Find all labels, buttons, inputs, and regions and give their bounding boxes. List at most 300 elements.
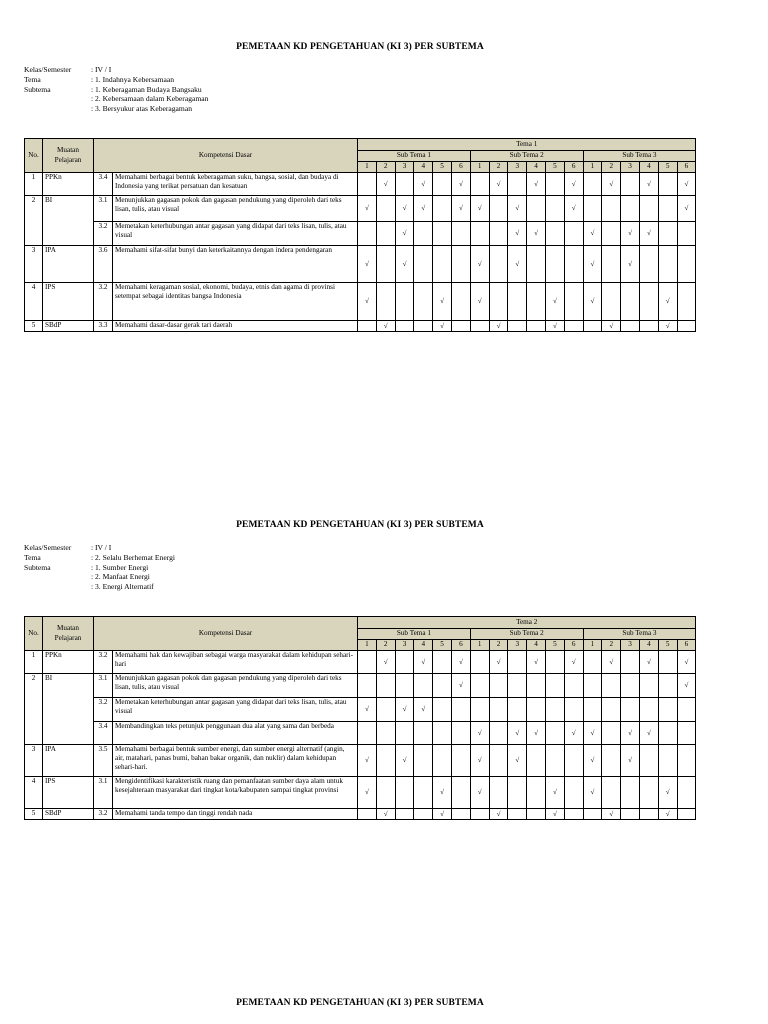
check-mark: √ — [552, 297, 557, 305]
pembelajaran-cell — [433, 698, 452, 722]
pembelajaran-cell — [452, 321, 471, 332]
pembelajaran-cell — [433, 651, 452, 674]
header-subtema: Sub Tema 2 — [470, 151, 583, 162]
pembelajaran-cell — [489, 722, 508, 745]
pembelajaran-cell — [414, 745, 433, 777]
header-day: 1 — [470, 162, 489, 173]
pembelajaran-cell — [433, 745, 452, 777]
pembelajaran-cell — [677, 674, 696, 698]
pembelajaran-cell — [527, 196, 546, 222]
pembelajaran-cell — [489, 651, 508, 674]
pembelajaran-cell — [621, 722, 640, 745]
check-mark: √ — [628, 756, 632, 764]
pembelajaran-cell — [452, 777, 471, 809]
table-row — [25, 196, 696, 222]
check-mark: √ — [628, 728, 632, 737]
pembelajaran-cell — [527, 283, 546, 321]
pembelajaran-cell — [376, 698, 395, 722]
check-mark: √ — [534, 229, 538, 237]
pembelajaran-cell — [376, 722, 395, 745]
pembelajaran-cell — [545, 651, 564, 674]
pembelajaran-cell — [527, 651, 546, 674]
muatan-pelajaran: IPA — [43, 246, 94, 283]
pembelajaran-cell — [452, 173, 471, 196]
info-row: : 3. Bersyukur atas Keberagaman — [91, 104, 193, 114]
muatan-pelajaran: PPKn — [43, 651, 94, 674]
table-row — [25, 321, 696, 332]
header-muatan-pelajaran: Muatan Pelajaran — [43, 617, 94, 651]
pembelajaran-cell — [527, 698, 546, 722]
kd-number: 3.1 — [94, 777, 113, 809]
row-number: 3 — [25, 745, 43, 777]
pembelajaran-cell — [358, 173, 377, 196]
pembelajaran-cell — [564, 651, 583, 674]
pembelajaran-cell — [527, 745, 546, 777]
pembelajaran-cell — [639, 698, 658, 722]
check-mark: √ — [440, 297, 445, 305]
pembelajaran-cell — [583, 777, 602, 809]
header-day: 5 — [433, 640, 452, 651]
pembelajaran-cell — [621, 777, 640, 809]
check-mark: √ — [477, 756, 482, 764]
pembelajaran-cell — [452, 698, 471, 722]
page-title: PEMETAAN KD PENGETAHUAN (KI 3) PER SUBTEMA — [236, 998, 484, 1008]
pembelajaran-cell — [414, 777, 433, 809]
pembelajaran-cell — [395, 222, 414, 246]
check-mark: √ — [515, 259, 520, 268]
check-mark: √ — [571, 204, 576, 212]
pembelajaran-cell — [639, 321, 658, 332]
header-day: 6 — [677, 640, 696, 651]
check-mark: √ — [458, 204, 463, 212]
check-mark: √ — [402, 705, 407, 713]
pembelajaran-cell — [470, 745, 489, 777]
pembelajaran-cell — [358, 222, 377, 246]
pembelajaran-cell — [564, 222, 583, 246]
pembelajaran-cell — [677, 651, 696, 674]
pembelajaran-cell — [395, 777, 414, 809]
header-day: 4 — [414, 640, 433, 651]
pembelajaran-cell — [376, 196, 395, 222]
check-mark: √ — [534, 728, 538, 737]
kd-description: Memahami hak dan kewajiban sebagai warga masyarakat dalam kehidupan sehari-hari — [113, 651, 358, 674]
pembelajaran-cell — [527, 321, 546, 332]
pembelajaran-cell — [583, 722, 602, 745]
pembelajaran-cell — [414, 674, 433, 698]
pembelajaran-cell — [452, 196, 471, 222]
pembelajaran-cell — [658, 809, 677, 820]
pembelajaran-cell — [376, 321, 395, 332]
table-row — [25, 173, 696, 196]
pembelajaran-cell — [564, 777, 583, 809]
pembelajaran-cell — [677, 722, 696, 745]
header-no: No. — [25, 617, 43, 651]
pembelajaran-cell — [489, 321, 508, 332]
check-mark: √ — [665, 321, 670, 330]
pembelajaran-cell — [583, 246, 602, 283]
pembelajaran-cell — [545, 246, 564, 283]
pembelajaran-cell — [414, 698, 433, 722]
check-mark: √ — [628, 259, 632, 268]
pembelajaran-cell — [602, 222, 621, 246]
pembelajaran-cell — [639, 651, 658, 674]
table-row — [25, 283, 696, 321]
pembelajaran-cell — [508, 196, 527, 222]
header-day: 3 — [395, 640, 414, 651]
pembelajaran-cell — [358, 283, 377, 321]
pembelajaran-cell — [658, 222, 677, 246]
check-mark: √ — [646, 179, 651, 188]
muatan-pelajaran: BI — [43, 196, 94, 246]
pembelajaran-cell — [639, 246, 658, 283]
pembelajaran-cell — [489, 283, 508, 321]
muatan-pelajaran: IPS — [43, 283, 94, 321]
kd-number: 3.4 — [94, 722, 113, 745]
kd-description: Memahami dasar-dasar gerak tari daerah — [113, 321, 358, 332]
header-day: 3 — [508, 162, 527, 173]
pembelajaran-cell — [564, 722, 583, 745]
pembelajaran-cell — [376, 809, 395, 820]
pembelajaran-cell — [470, 722, 489, 745]
info-row: Subtema : 1. Sumber Energi — [24, 562, 149, 572]
check-mark: √ — [552, 809, 557, 818]
pembelajaran-cell — [470, 651, 489, 674]
check-mark: √ — [364, 297, 369, 305]
kd-description: Menunjukkan gagasan pokok dan gagasan pendukung yang diperoleh dari teks lisan, tulis, atau visual — [113, 674, 358, 698]
check-mark: √ — [364, 788, 369, 796]
header-subtema: Sub Tema 2 — [470, 629, 583, 640]
pembelajaran-cell — [414, 283, 433, 321]
pembelajaran-cell — [414, 651, 433, 674]
pembelajaran-cell — [658, 173, 677, 196]
pembelajaran-cell — [677, 745, 696, 777]
pembelajaran-cell — [433, 246, 452, 283]
check-mark: √ — [383, 809, 388, 818]
pembelajaran-cell — [452, 809, 471, 820]
pembelajaran-cell — [621, 321, 640, 332]
check-mark: √ — [364, 705, 369, 713]
pembelajaran-cell — [545, 283, 564, 321]
pembelajaran-cell — [639, 283, 658, 321]
pembelajaran-cell — [602, 246, 621, 283]
row-number: 2 — [25, 674, 43, 745]
header-day: 1 — [583, 162, 602, 173]
check-mark: √ — [421, 657, 426, 666]
check-mark: √ — [552, 321, 557, 330]
pembelajaran-cell — [470, 321, 489, 332]
check-mark: √ — [496, 657, 501, 666]
pembelajaran-cell — [658, 196, 677, 222]
table-row — [25, 698, 696, 722]
pembelajaran-cell — [489, 809, 508, 820]
pembelajaran-cell — [452, 674, 471, 698]
check-mark: √ — [665, 809, 670, 818]
kd-description: Mengidentifikasi karakteristik ruang dan pemanfaatan sumber daya alam untuk kesejahteraan masyarakat dari tingkat kota/kabupaten sampai tingkat provinsi — [113, 777, 358, 809]
check-mark: √ — [458, 657, 463, 666]
pembelajaran-cell — [489, 196, 508, 222]
table-row — [25, 809, 696, 820]
section-tema-1 — [24, 40, 696, 330]
pembelajaran-cell — [545, 321, 564, 332]
pembelajaran-cell — [583, 745, 602, 777]
pembelajaran-cell — [358, 777, 377, 809]
header-tema: Tema 1 — [358, 139, 696, 151]
pembelajaran-cell — [621, 745, 640, 777]
pembelajaran-cell — [508, 651, 527, 674]
pembelajaran-cell — [358, 196, 377, 222]
pembelajaran-cell — [564, 196, 583, 222]
table-row — [25, 246, 696, 283]
check-mark: √ — [590, 756, 595, 764]
check-mark: √ — [402, 259, 407, 268]
pembelajaran-cell — [414, 222, 433, 246]
check-mark: √ — [364, 259, 369, 268]
header-day: 6 — [564, 640, 583, 651]
info-row: : 2. Manfaat Energi — [91, 572, 150, 582]
header-day: 2 — [602, 640, 621, 651]
header-day: 6 — [452, 162, 471, 173]
pembelajaran-cell — [583, 173, 602, 196]
header-day: 6 — [677, 162, 696, 173]
check-mark: √ — [665, 788, 670, 796]
pembelajaran-cell — [376, 283, 395, 321]
pembelajaran-cell — [433, 777, 452, 809]
row-number: 4 — [25, 777, 43, 809]
header-day: 2 — [489, 162, 508, 173]
header-day: 2 — [602, 162, 621, 173]
kd-number: 3.1 — [94, 674, 113, 698]
pembelajaran-cell — [508, 809, 527, 820]
check-mark: √ — [609, 179, 614, 188]
row-number: 2 — [25, 196, 43, 246]
kd-number: 3.2 — [94, 651, 113, 674]
pembelajaran-cell — [677, 222, 696, 246]
pembelajaran-cell — [527, 246, 546, 283]
row-number: 4 — [25, 283, 43, 321]
pembelajaran-cell — [433, 222, 452, 246]
header-day: 1 — [583, 640, 602, 651]
header-day: 4 — [639, 640, 658, 651]
pembelajaran-cell — [508, 321, 527, 332]
pembelajaran-cell — [602, 196, 621, 222]
header-day: 3 — [621, 640, 640, 651]
check-mark: √ — [571, 657, 576, 666]
pembelajaran-cell — [658, 674, 677, 698]
info-row: Tema : 2. Selalu Berhemat Energi — [24, 552, 176, 562]
muatan-pelajaran: IPA — [43, 745, 94, 777]
pembelajaran-cell — [470, 246, 489, 283]
check-mark: √ — [496, 179, 501, 188]
pembelajaran-cell — [583, 321, 602, 332]
row-number: 1 — [25, 173, 43, 196]
pembelajaran-cell — [470, 809, 489, 820]
kd-description: Memetakan keterhubungan antar gagasan yang didapat dari teks lisan, tulis, atau visual — [113, 222, 358, 246]
pembelajaran-cell — [452, 222, 471, 246]
header-day: 1 — [358, 640, 377, 651]
check-mark: √ — [515, 229, 520, 237]
pembelajaran-cell — [395, 651, 414, 674]
header-day: 3 — [395, 162, 414, 173]
kd-number: 3.2 — [94, 809, 113, 820]
pembelajaran-cell — [658, 321, 677, 332]
pembelajaran-cell — [621, 173, 640, 196]
pembelajaran-cell — [489, 777, 508, 809]
pembelajaran-cell — [376, 173, 395, 196]
info-row: Tema : 1. Indahnya Kebersamaan — [24, 74, 175, 84]
page-title: PEMETAAN KD PENGETAHUAN (KI 3) PER SUBTEMA — [236, 42, 484, 52]
check-mark: √ — [590, 259, 595, 268]
pembelajaran-cell — [470, 196, 489, 222]
pembelajaran-cell — [470, 777, 489, 809]
check-mark: √ — [383, 657, 388, 666]
check-mark: √ — [458, 681, 463, 689]
pembelajaran-cell — [433, 674, 452, 698]
header-day: 5 — [658, 162, 677, 173]
pembelajaran-cell — [452, 745, 471, 777]
check-mark: √ — [364, 204, 369, 212]
pembelajaran-cell — [639, 222, 658, 246]
pembelajaran-cell — [545, 674, 564, 698]
row-number: 3 — [25, 246, 43, 283]
pembelajaran-cell — [677, 321, 696, 332]
header-kompetensi-dasar: Kompetensi Dasar — [94, 617, 358, 651]
pembelajaran-cell — [602, 698, 621, 722]
pembelajaran-cell — [583, 283, 602, 321]
pembelajaran-cell — [621, 222, 640, 246]
pembelajaran-cell — [395, 321, 414, 332]
pembelajaran-cell — [452, 246, 471, 283]
header-day: 4 — [414, 162, 433, 173]
header-day: 1 — [358, 162, 377, 173]
pembelajaran-cell — [376, 651, 395, 674]
check-mark: √ — [590, 297, 595, 305]
info-row: : 2. Kebersamaan dalam Keberagaman — [91, 94, 209, 104]
pembelajaran-cell — [602, 674, 621, 698]
check-mark: √ — [646, 657, 651, 666]
check-mark: √ — [421, 179, 426, 188]
pembelajaran-cell — [621, 283, 640, 321]
pembelajaran-cell — [602, 321, 621, 332]
header-day: 5 — [545, 640, 564, 651]
pembelajaran-cell — [621, 246, 640, 283]
check-mark: √ — [609, 809, 614, 818]
pembelajaran-cell — [470, 674, 489, 698]
pembelajaran-cell — [452, 722, 471, 745]
muatan-pelajaran: SBdP — [43, 809, 94, 820]
pembelajaran-cell — [508, 722, 527, 745]
header-day: 5 — [545, 162, 564, 173]
header-day: 3 — [508, 640, 527, 651]
pembelajaran-cell — [564, 674, 583, 698]
header-muatan-pelajaran: Muatan Pelajaran — [43, 139, 94, 173]
check-mark: √ — [571, 179, 576, 188]
pembelajaran-cell — [527, 777, 546, 809]
page-title: PEMETAAN KD PENGETAHUAN (KI 3) PER SUBTEMA — [236, 520, 484, 530]
pembelajaran-cell — [376, 246, 395, 283]
kd-number: 3.2 — [94, 283, 113, 321]
info-block — [24, 65, 696, 114]
pembelajaran-cell — [602, 809, 621, 820]
kd-description: Memahami berbagai bentuk sumber energi, dan sumber energi alternatif (angin, air, matahari, panas bumi, bahan bakar organik, dan nuklir) dalam kehidupan sehari-hari. — [113, 745, 358, 777]
check-mark: √ — [590, 728, 595, 737]
pembelajaran-cell — [358, 321, 377, 332]
pembelajaran-cell — [358, 246, 377, 283]
pembelajaran-cell — [564, 321, 583, 332]
pembelajaran-cell — [621, 651, 640, 674]
check-mark: √ — [440, 788, 445, 796]
kd-description: Memahami tanda tempo dan tinggi rendah nada — [113, 809, 358, 820]
kd-number: 3.1 — [94, 196, 113, 222]
row-number: 5 — [25, 321, 43, 332]
pembelajaran-cell — [433, 283, 452, 321]
header-tema: Tema 2 — [358, 617, 696, 629]
header-day: 4 — [527, 162, 546, 173]
kd-number: 3.2 — [94, 222, 113, 246]
pembelajaran-cell — [602, 173, 621, 196]
check-mark: √ — [609, 321, 614, 330]
check-mark: √ — [364, 756, 369, 764]
header-subtema: Sub Tema 3 — [583, 629, 696, 640]
check-mark: √ — [477, 204, 482, 212]
pembelajaran-cell — [602, 651, 621, 674]
check-mark: √ — [665, 297, 670, 305]
pembelajaran-cell — [527, 222, 546, 246]
pembelajaran-cell — [470, 698, 489, 722]
header-day: 6 — [564, 162, 583, 173]
pembelajaran-cell — [395, 283, 414, 321]
pembelajaran-cell — [376, 222, 395, 246]
check-mark: √ — [402, 756, 407, 764]
kd-number: 3.3 — [94, 321, 113, 332]
pembelajaran-cell — [414, 196, 433, 222]
pembelajaran-cell — [545, 173, 564, 196]
kd-description: Memahami sifat-sifat bunyi dan keterkaitannya dengan indera pendengaran — [113, 246, 358, 283]
check-mark: √ — [590, 229, 595, 237]
pembelajaran-cell — [658, 698, 677, 722]
kd-number: 3.2 — [94, 698, 113, 722]
pembelajaran-cell — [639, 674, 658, 698]
pembelajaran-cell — [527, 674, 546, 698]
pembelajaran-cell — [395, 674, 414, 698]
pembelajaran-cell — [395, 196, 414, 222]
check-mark: √ — [552, 788, 557, 796]
pembelajaran-cell — [527, 809, 546, 820]
check-mark: √ — [571, 728, 576, 737]
check-mark: √ — [421, 705, 426, 713]
pembelajaran-cell — [677, 173, 696, 196]
section-tema-3 — [24, 996, 696, 1010]
pembelajaran-cell — [395, 246, 414, 283]
pembelajaran-cell — [658, 246, 677, 283]
pembelajaran-cell — [395, 698, 414, 722]
pembelajaran-cell — [508, 283, 527, 321]
pembelajaran-cell — [358, 809, 377, 820]
pembelajaran-cell — [508, 745, 527, 777]
table-row — [25, 222, 696, 246]
pembelajaran-cell — [414, 321, 433, 332]
pembelajaran-cell — [433, 722, 452, 745]
pembelajaran-cell — [489, 698, 508, 722]
pembelajaran-cell — [583, 698, 602, 722]
check-mark: √ — [628, 229, 632, 237]
kd-number: 3.4 — [94, 173, 113, 196]
pembelajaran-cell — [527, 722, 546, 745]
kd-table — [24, 138, 696, 332]
info-block — [24, 543, 696, 592]
pembelajaran-cell — [658, 651, 677, 674]
check-mark: √ — [684, 657, 689, 666]
pembelajaran-cell — [545, 745, 564, 777]
